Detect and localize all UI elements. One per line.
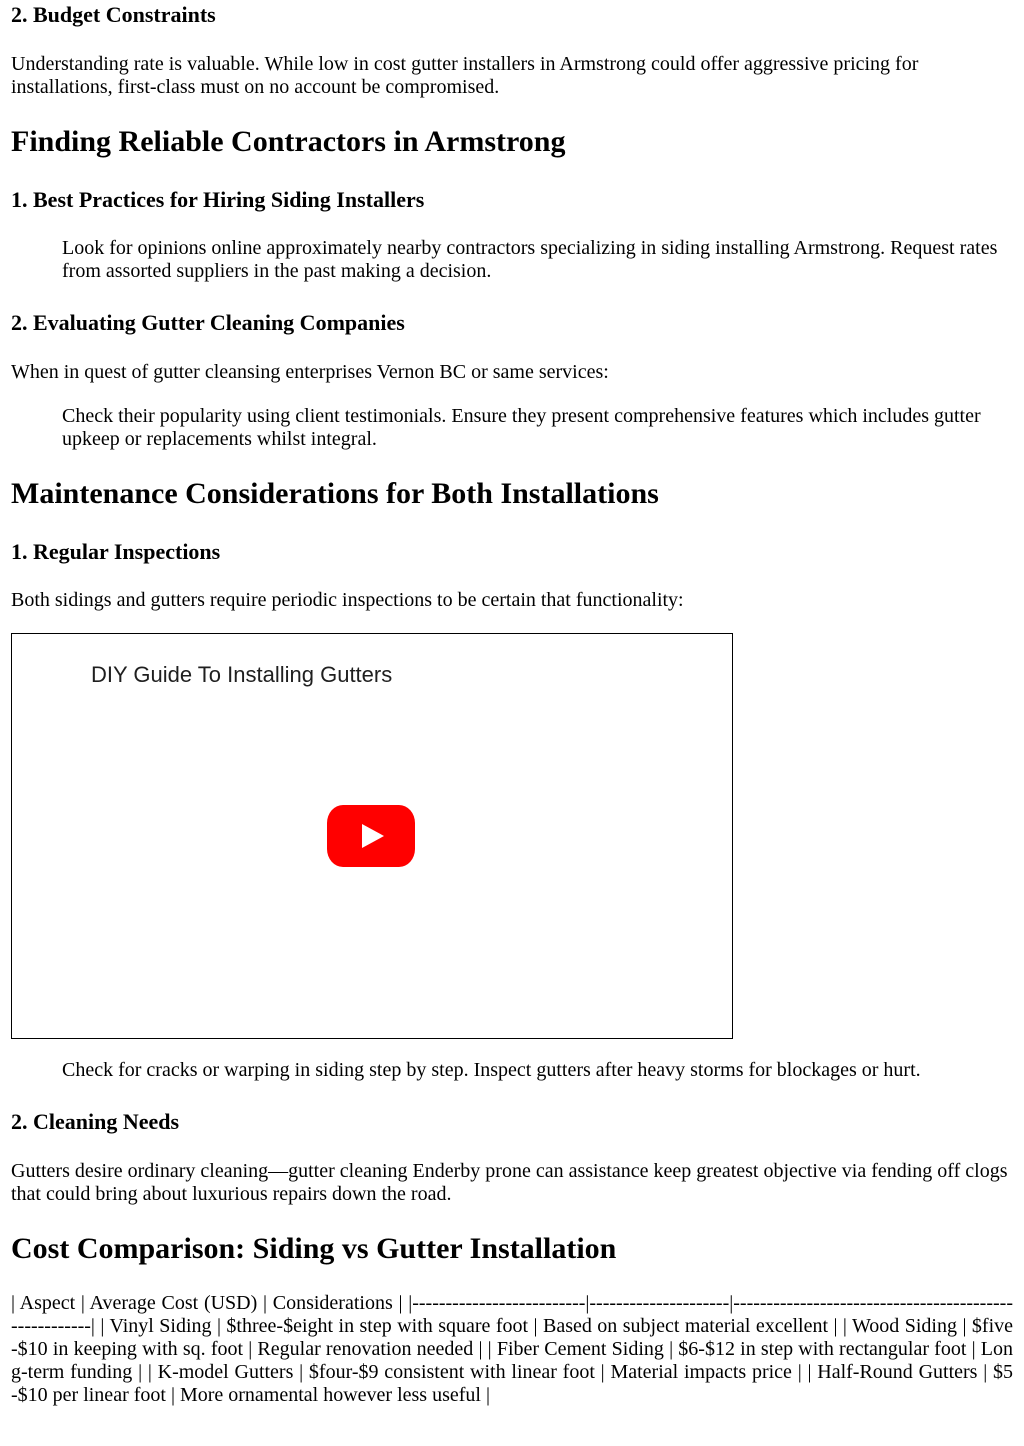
budget-constraints-text: Understanding rate is valuable. While low in cost gutter installers in Armstrong could offer aggressive pricing for installations, first-class must on no account be compromised. bbox=[11, 53, 919, 98]
regular-inspections-quote: Check for cracks or warping in siding step by step. Inspect gutters after heavy storms for blockages or hurt. bbox=[62, 1059, 921, 1081]
gutter-companies-quote: Check their popularity using client testimonials. Ensure they present comprehensive features which includes gutter upkeep or replacements whilst integral. bbox=[62, 405, 981, 450]
cleaning-needs-heading: 2. Cleaning Needs bbox=[11, 1109, 180, 1134]
maintenance-heading: Maintenance Considerations for Both Installations bbox=[11, 477, 659, 510]
play-triangle-icon bbox=[362, 824, 384, 848]
cleaning-needs-text: Gutters desire ordinary cleaning—gutter cleaning Enderby prone can assistance keep greatest objective via fending off clogs that could bring about luxurious repairs down the road. bbox=[11, 1160, 1008, 1205]
hiring-siding-heading: 1. Best Practices for Hiring Siding Installers bbox=[11, 187, 425, 212]
regular-inspections-heading: 1. Regular Inspections bbox=[11, 539, 221, 564]
regular-inspections-text: Both sidings and gutters require periodic inspections to be certain that functionality: bbox=[11, 589, 684, 611]
budget-constraints-heading: 2. Budget Constraints bbox=[11, 2, 216, 27]
video-title[interactable]: DIY Guide To Installing Gutters bbox=[91, 662, 393, 687]
gutter-companies-heading: 2. Evaluating Gutter Cleaning Companies bbox=[11, 310, 405, 335]
gutter-companies-text: When in quest of gutter cleansing enterprises Vernon BC or same services: bbox=[11, 361, 609, 383]
hiring-siding-quote: Look for opinions online approximately nearby contractors specializing in siding installing Armstrong. Request rates from assorted suppliers in the past making a decision. bbox=[62, 237, 998, 282]
contractors-heading: Finding Reliable Contractors in Armstrong bbox=[11, 125, 566, 158]
youtube-play-icon[interactable] bbox=[327, 805, 415, 867]
cost-comparison-heading: Cost Comparison: Siding vs Gutter Installation bbox=[11, 1232, 617, 1265]
cost-comparison-table-text: | Aspect | Average Cost (USD) | Considerations | |--------------------------|---------------------|------------------------------------------------------| | Vinyl Siding | $three-$eight in step with square foot | Based on subject material excellent | | Wood Siding | $five-$10 in keeping with sq. foot | Regular renovation needed | | Fiber Cement Siding | $6-$12 in step with rectangular foot | Long-term funding | | K-model Gutters | $four-$9 consistent with linear foot | Material impacts price | | Half-Round Gutters | $5-$10 per linear foot | More ornamental however less useful | bbox=[11, 1292, 1013, 1406]
